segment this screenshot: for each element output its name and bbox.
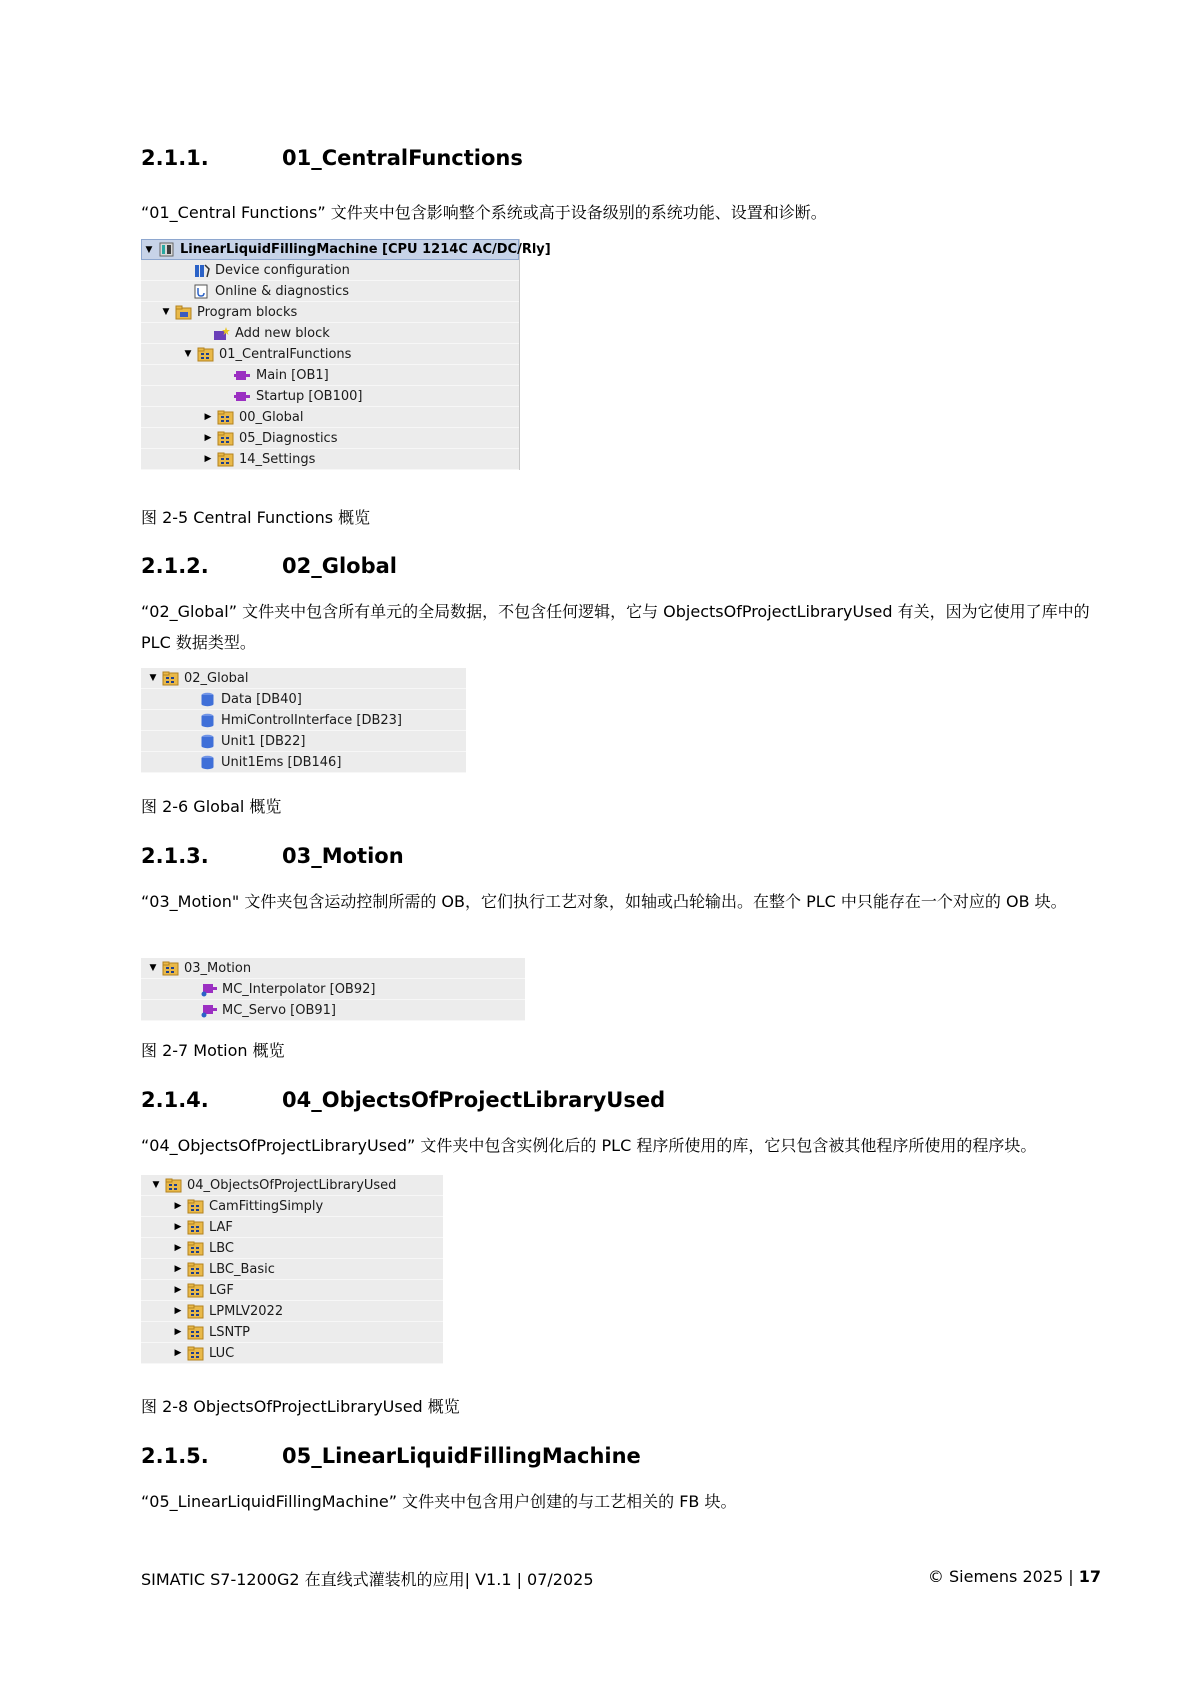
page-number: 17 [1078,1567,1101,1586]
collapse-right-icon[interactable]: ▶ [204,454,212,464]
data-block-icon [199,692,216,707]
collapse-right-icon[interactable]: ▶ [174,1222,182,1232]
tree-item[interactable] [141,731,466,752]
section-text-2-1-3: “03_Motion" 文件夹包含运动控制所需的 OB，它们执行工艺对象，如轴或凸轮输出。在整个 PLC 中只能存在一个对应的 OB 块。 [141,892,1067,911]
tree-item[interactable] [141,1280,443,1301]
ob-block-icon [234,389,251,404]
tree-item[interactable] [141,1238,443,1259]
tree-item-label: LPMLV2022 [209,1303,284,1319]
data-block-icon [199,755,216,770]
section-number: 2.1.2. [141,554,209,578]
group-folder-icon [187,1262,204,1277]
tree-item-label: MC_Servo [OB91] [222,1002,337,1018]
tree-item[interactable] [141,365,519,386]
tree-item[interactable] [141,689,466,710]
collapse-right-icon[interactable]: ▶ [174,1201,182,1211]
tree-item-label: LSNTP [209,1324,250,1340]
expand-down-icon[interactable]: ▼ [145,244,153,255]
tree-item[interactable] [141,260,519,281]
tree-item[interactable] [141,323,519,344]
tree-item[interactable] [141,668,466,689]
tree-item[interactable] [141,407,519,428]
tree-global [141,668,466,773]
section-title: 05_LinearLiquidFillingMachine [282,1444,641,1468]
section-heading-2-1-5 [141,1444,641,1468]
tree-item-label: 05_Diagnostics [239,430,338,446]
collapse-right-icon[interactable]: ▶ [174,1243,182,1253]
tree-item-label: LBC_Basic [209,1261,275,1277]
tree-item-label: LUC [209,1345,235,1361]
tree-item[interactable] [141,1301,443,1322]
section-heading-2-1-3 [141,844,404,868]
section-title: 02_Global [282,554,397,578]
section-text-2-1-5: “05_LinearLiquidFillingMachine” 文件夹中包含用户创建的与工艺相关的 FB 块。 [141,1492,737,1511]
collapse-right-icon[interactable]: ▶ [174,1306,182,1316]
tree-item-label: LinearLiquidFillingMachine [CPU 1214C AC/DC/Rly] [180,242,551,257]
group-folder-icon [187,1283,204,1298]
expand-down-icon[interactable]: ▼ [152,1180,160,1190]
tree-item[interactable] [141,344,519,365]
collapse-right-icon[interactable]: ▶ [174,1264,182,1274]
data-block-icon [199,734,216,749]
tree-item[interactable] [141,449,519,470]
footer-copyright-text: © Siemens 2025 | [927,1567,1079,1586]
collapse-right-icon[interactable]: ▶ [204,433,212,443]
tree-item-label: Data [DB40] [221,691,302,707]
tree-item-label: Unit1 [DB22] [221,733,306,749]
device-configuration-icon [193,263,210,278]
tree-motion [141,958,525,1021]
section-text-2-1-4: “04_ObjectsOfProjectLibraryUsed” 文件夹中包含实例化后的 PLC 程序所使用的库，它只包含被其他程序所使用的程序块。 [141,1136,1037,1155]
section-number: 2.1.3. [141,844,209,868]
add-new-block-icon [213,326,230,341]
tree-item-label: 01_CentralFunctions [219,346,352,362]
tree-item-label: 00_Global [239,409,304,425]
tree-item-label: Program blocks [197,304,298,320]
tree-item[interactable] [141,1259,443,1280]
tree-item-label: Unit1Ems [DB146] [221,754,342,770]
figure-caption-2-5: 图 2-5 Central Functions 概览 [141,508,371,527]
collapse-right-icon[interactable]: ▶ [174,1348,182,1358]
group-folder-icon [217,452,234,467]
tree-item-label: 03_Motion [184,960,252,976]
tree-item-label: Add new block [235,325,330,341]
tree-item[interactable] [141,1000,525,1021]
group-folder-icon [187,1346,204,1361]
tree-item-label: LGF [209,1282,234,1298]
tree-item[interactable] [141,1217,443,1238]
plc-device-icon [158,242,175,257]
tree-objects-of-project-library-used [141,1175,443,1364]
tree-item[interactable] [141,1322,443,1343]
group-folder-icon [162,961,179,976]
figure-caption-2-8: 图 2-8 ObjectsOfProjectLibraryUsed 概览 [141,1397,460,1416]
section-text-2-1-1: “01_Central Functions” 文件夹中包含影响整个系统或高于设备级别的系统功能、设置和诊断。 [141,203,827,222]
section-title: 04_ObjectsOfProjectLibraryUsed [282,1088,666,1112]
tree-item[interactable] [141,386,519,407]
tree-item[interactable] [141,428,519,449]
group-folder-icon [217,410,234,425]
section-title: 01_CentralFunctions [282,146,523,170]
section-heading-2-1-1 [141,146,523,170]
expand-down-icon[interactable]: ▼ [184,349,192,359]
collapse-right-icon[interactable]: ▶ [174,1285,182,1295]
footer-copyright [928,1567,1101,1586]
tree-item[interactable] [141,710,466,731]
tree-item-label: Online & diagnostics [215,283,350,299]
expand-down-icon[interactable]: ▼ [162,307,170,317]
tree-item[interactable] [141,1196,443,1217]
group-folder-icon [217,431,234,446]
tree-item[interactable] [141,1175,443,1196]
footer-document-title: SIMATIC S7-1200G2 在直线式灌装机的应用| V1.1 | 07/2025 [141,1570,594,1589]
tree-central-functions [141,239,551,470]
tree-item-label: Startup [OB100] [256,388,363,404]
group-folder-icon [187,1199,204,1214]
data-block-icon [199,713,216,728]
tree-item[interactable] [141,281,519,302]
program-blocks-folder-icon [175,305,192,320]
group-folder-icon [165,1178,182,1193]
section-heading-2-1-2 [141,554,397,578]
tree-item[interactable] [141,958,525,979]
tree-item-label: Device configuration [215,262,350,278]
tree-item[interactable] [141,752,466,773]
tree-item[interactable] [141,1343,443,1364]
tree-item[interactable] [141,239,551,260]
group-folder-icon [197,347,214,362]
group-folder-icon [187,1325,204,1340]
tree-item[interactable] [141,979,525,1000]
group-folder-icon [187,1220,204,1235]
tree-item-label: CamFittingSimply [209,1198,324,1214]
section-heading-2-1-4 [141,1088,665,1112]
ob-block-icon [234,368,251,383]
tree-item-label: Main [OB1] [256,367,329,383]
figure-caption-2-7: 图 2-7 Motion 概览 [141,1041,285,1060]
tree-item[interactable] [141,302,519,323]
figure-caption-2-6: 图 2-6 Global 概览 [141,797,282,816]
collapse-right-icon[interactable]: ▶ [174,1327,182,1337]
tree-item-label: HmiControlInterface [DB23] [221,712,402,728]
online-diagnostics-icon [193,284,210,299]
tree-item-label: 14_Settings [239,451,316,467]
tree-item-label: 04_ObjectsOfProjectLibraryUsed [187,1177,397,1193]
tree-item-label: MC_Interpolator [OB92] [222,981,376,997]
section-number: 2.1.5. [141,1444,209,1468]
section-title: 03_Motion [282,844,404,868]
tree-item-label: LBC [209,1240,235,1256]
tree-item-label: 02_Global [184,670,249,686]
collapse-right-icon[interactable]: ▶ [204,412,212,422]
group-folder-icon [187,1304,204,1319]
section-number: 2.1.1. [141,146,209,170]
section-number: 2.1.4. [141,1088,209,1112]
group-folder-icon [187,1241,204,1256]
section-text-2-1-2: “02_Global” 文件夹中包含所有单元的全局数据，不包含任何逻辑，它与 ObjectsOfProjectLibraryUsed 有关，因为它使用了库中的 PLC 数据类型。 [141,602,1090,652]
expand-down-icon[interactable]: ▼ [149,673,157,683]
motion-ob-icon [200,982,217,997]
group-folder-icon [162,671,179,686]
expand-down-icon[interactable]: ▼ [149,963,157,973]
tree-item-label: LAF [209,1219,233,1235]
motion-ob-icon [200,1003,217,1018]
